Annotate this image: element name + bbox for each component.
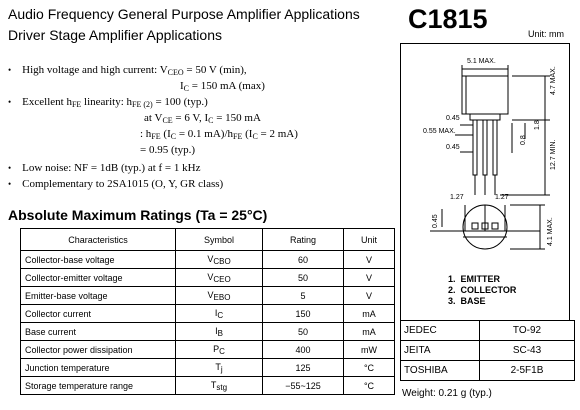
feature-2d: = 0.95 (typ.) bbox=[140, 144, 196, 156]
dim-127min: 12.7 MIN. bbox=[550, 139, 557, 170]
row-symbol: IB bbox=[176, 323, 263, 341]
row-unit: °C bbox=[344, 359, 395, 377]
header-symbol: Symbol bbox=[176, 229, 263, 251]
row-symbol: Tj bbox=[176, 359, 263, 377]
subtitle-line-2: Driver Stage Amplifier Applications bbox=[8, 27, 222, 43]
std-name: JEITA bbox=[401, 341, 480, 361]
row-unit: °C bbox=[344, 377, 395, 395]
table-row bbox=[21, 377, 395, 395]
row-rating: 50 bbox=[263, 323, 344, 341]
part-number: C1815 bbox=[408, 4, 488, 34]
row-symbol: Tstg bbox=[176, 377, 263, 395]
dim-08: 0.8 bbox=[520, 135, 527, 145]
table-row bbox=[21, 359, 395, 377]
dim-045b: 0.45 bbox=[446, 144, 460, 151]
feature-2c: : $h_{FE}$ ($I_C = 0.1$ $mA)/h_{FE}$ ($I_C = 2$ mA) bbox=[140, 128, 298, 141]
std-name: JEDEC bbox=[401, 321, 480, 341]
table-row bbox=[401, 341, 575, 361]
row-rating: 400 bbox=[263, 341, 344, 359]
std-name: TOSHIBA bbox=[401, 361, 480, 381]
package-standards-table bbox=[400, 320, 575, 381]
weight-label: Weight: 0.21 g (typ.) bbox=[402, 388, 492, 399]
pin-3-pad bbox=[492, 223, 498, 229]
feature-1: • High voltage and high current: $V_{CEO} = 50$ V (min), bbox=[8, 64, 247, 77]
row-unit: mA bbox=[344, 323, 395, 341]
std-value: 2-5F1B bbox=[480, 361, 575, 381]
dim-127a: 1.27 bbox=[450, 194, 464, 201]
row-unit: V bbox=[344, 251, 395, 269]
dim-127b: 1.27 bbox=[495, 194, 509, 201]
feature-3: • Low noise: NF = 1dB (typ.) at f = 1 kHz bbox=[8, 162, 201, 174]
table-row bbox=[21, 269, 395, 287]
table-row bbox=[21, 305, 395, 323]
pin-2-label: 2. COLLECTOR bbox=[448, 285, 517, 295]
table-row bbox=[401, 321, 575, 341]
std-value: TO-92 bbox=[480, 321, 575, 341]
ratings-title: Absolute Maximum Ratings (Ta = 25°C) bbox=[8, 207, 268, 223]
row-characteristic: Storage temperature range bbox=[21, 377, 176, 395]
unit-label: Unit: mm bbox=[528, 29, 564, 39]
row-characteristic: Collector-emitter voltage bbox=[21, 269, 176, 287]
row-rating: 5 bbox=[263, 287, 344, 305]
dim-47max: 4.7 MAX. bbox=[550, 66, 557, 95]
table-row bbox=[21, 341, 395, 359]
package-body bbox=[462, 76, 508, 114]
feature-2b: at $V_{CE} = 6$ V, $I_C = 150$ mA bbox=[144, 112, 261, 125]
row-rating: 60 bbox=[263, 251, 344, 269]
header-rating: Rating bbox=[263, 229, 344, 251]
row-unit: V bbox=[344, 269, 395, 287]
row-rating: 50 bbox=[263, 269, 344, 287]
row-characteristic: Junction temperature bbox=[21, 359, 176, 377]
dim-045-side: 0.45 bbox=[432, 214, 439, 228]
row-characteristic: Collector-base voltage bbox=[21, 251, 176, 269]
row-symbol: VEBO bbox=[176, 287, 263, 305]
dim-51max: 5.1 MAX. bbox=[467, 58, 496, 65]
dim-055max: 0.55 MAX. bbox=[423, 128, 456, 135]
pin-1-label: 1. EMITTER bbox=[448, 274, 501, 284]
feature-4: • Complementary to 2SA1015 (O, Y, GR class) bbox=[8, 178, 224, 190]
table-row bbox=[21, 323, 395, 341]
dim-18: 1.8 bbox=[534, 120, 541, 130]
dim-045a: 0.45 bbox=[446, 115, 460, 122]
row-unit: mW bbox=[344, 341, 395, 359]
subtitle-line-1: Audio Frequency General Purpose Amplifier Applications bbox=[8, 6, 360, 22]
header-characteristics: Characteristics bbox=[21, 229, 176, 251]
row-characteristic: Collector current bbox=[21, 305, 176, 323]
lead-3 bbox=[493, 120, 497, 175]
std-value: SC-43 bbox=[480, 341, 575, 361]
row-unit: V bbox=[344, 287, 395, 305]
lead-2 bbox=[483, 120, 487, 175]
table-row bbox=[21, 287, 395, 305]
row-rating: 150 bbox=[263, 305, 344, 323]
lead-1 bbox=[473, 120, 477, 175]
row-rating: −55~125 bbox=[263, 377, 344, 395]
table-row bbox=[401, 361, 575, 381]
header-unit: Unit bbox=[344, 229, 395, 251]
row-rating: 125 bbox=[263, 359, 344, 377]
row-symbol: VCEO bbox=[176, 269, 263, 287]
pin-3-label: 3. BASE bbox=[448, 296, 486, 306]
feature-1b: $I_C = 150$ mA (max) bbox=[180, 80, 265, 93]
row-unit: mA bbox=[344, 305, 395, 323]
ratings-header-row bbox=[21, 229, 395, 251]
row-characteristic: Emitter-base voltage bbox=[21, 287, 176, 305]
pin-1-pad bbox=[472, 223, 478, 229]
row-symbol: VCBO bbox=[176, 251, 263, 269]
row-characteristic: Collector power dissipation bbox=[21, 341, 176, 359]
ratings-table bbox=[20, 228, 395, 395]
body-base bbox=[470, 114, 500, 120]
row-symbol: IC bbox=[176, 305, 263, 323]
row-symbol: PC bbox=[176, 341, 263, 359]
row-characteristic: Base current bbox=[21, 323, 176, 341]
table-row bbox=[21, 251, 395, 269]
dim-41max: 4.1 MAX. bbox=[547, 217, 554, 246]
feature-2: • Excellent $h_{FE}$ linearity: $h_{FE (2)} = 100$ (typ.) bbox=[8, 96, 208, 109]
